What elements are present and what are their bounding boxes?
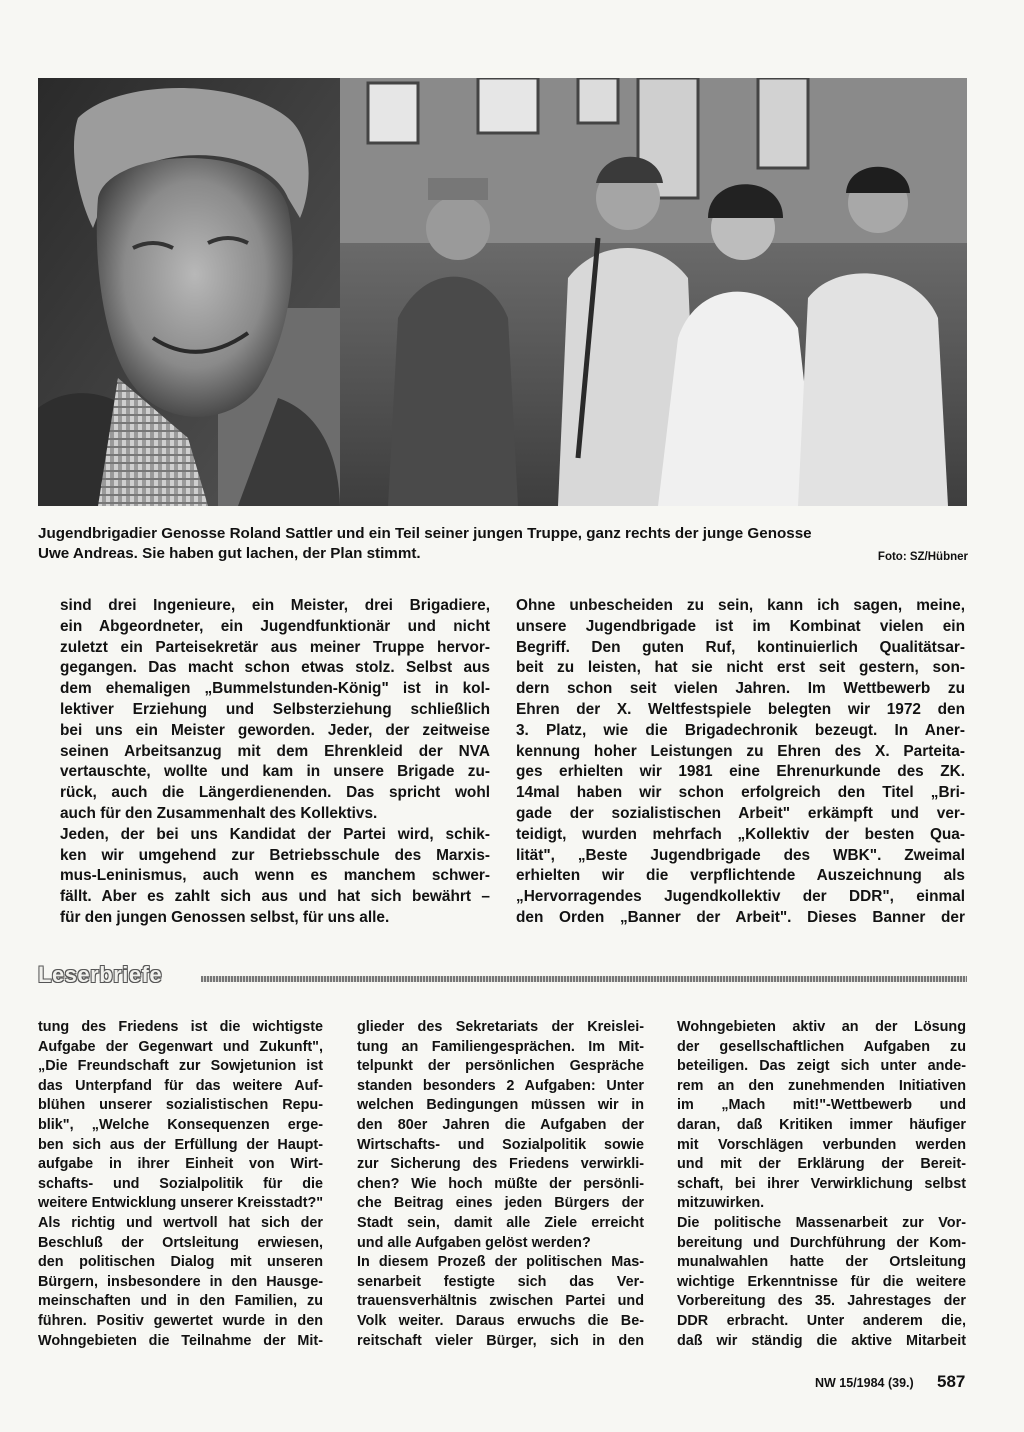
text-line: unsere Jugendbrigade ist im Kombinat vielen ein	[516, 617, 965, 635]
text-line: das Unterpfand für das weitere Auf-	[38, 1077, 323, 1094]
text-line: erhielten wir die verpflichtende Auszeichnung als	[516, 867, 965, 885]
text-line: tung an Familiengesprächen. Im Mit-	[357, 1038, 644, 1055]
text-line: ein Abgeordneter, ein Jugendfunktionär und nicht	[60, 617, 490, 635]
article-left-column	[60, 596, 490, 929]
text-line: Vorbereitung des 35. Jahrestages der	[677, 1293, 966, 1310]
text-line: Die politische Massenarbeit zur Vor-	[677, 1214, 966, 1231]
left-portrait	[38, 78, 340, 506]
letters-column-3	[677, 1018, 966, 1351]
text-line: telpunkt der persönlichen Gespräche	[357, 1058, 644, 1075]
text-line: tung des Friedens ist die wichtigste	[38, 1019, 323, 1035]
text-line: In diesem Prozeß der politischen Mas-	[357, 1254, 644, 1271]
text-line: lektiver Erziehung und Selbsterziehung schließlich	[60, 700, 490, 718]
article-right-column	[516, 596, 965, 929]
text-line: gegangen. Das macht schon etwas stolz. Selbst aus	[60, 659, 490, 677]
text-line: führen. Positiv gewertet wurde in den	[38, 1312, 323, 1329]
right-group-photo	[340, 78, 967, 506]
text-line: Aufgabe der Gegenwart und Zukunft",	[38, 1038, 323, 1055]
text-line: ben sich aus der Erfüllung der Haupt-	[38, 1136, 323, 1153]
text-line: beteiligen. Das zeigt sich unter ande-	[677, 1058, 966, 1075]
text-line: Wohngebieten die Teilnahme der Mit-	[38, 1332, 323, 1349]
text-line: Begriff. Den guten Ruf, kontinuierlich Qualitätsar-	[516, 638, 965, 656]
text-line: standen besonders 2 Aufgaben: Unter	[357, 1077, 644, 1094]
text-line: schaft, bei ihrer Verwirklichung selbst	[677, 1175, 966, 1192]
text-line: zur Sicherung des Friedens verwirkli-	[357, 1156, 644, 1173]
text-line: ges erhielten wir 1981 eine Ehrenurkunde des ZK.	[516, 763, 965, 781]
text-line: rem an den zunehmenden Initiativen	[677, 1077, 966, 1094]
text-line: Ohne unbescheiden zu sein, kann ich sagen, meine,	[516, 597, 965, 614]
text-line: bei uns ein Meister geworden. Jeder, der zeitweise	[60, 721, 490, 739]
text-line: im „Mach mit!"-Wettbewerb und	[677, 1097, 966, 1114]
text-line: Wirtschafts- und Sozialpolitik sowie	[357, 1136, 644, 1153]
text-line: den politischen Dialog mit unseren	[38, 1254, 323, 1271]
text-line: sind drei Ingenieure, ein Meister, drei Brigadiere,	[60, 597, 490, 614]
caption-line-1: Jugendbrigadier Genosse Roland Sattler und ein Teil seiner jungen Truppe, ganz rechts der junge Genosse	[38, 525, 812, 542]
text-line: weitere Entwicklung unserer Kreisstadt?"	[38, 1195, 323, 1212]
text-line: Wohngebieten aktiv an der Lösung	[677, 1019, 966, 1035]
text-line: ken wir umgehend zur Betriebsschule des Marxis-	[60, 846, 490, 864]
text-line: Bürgern, insbesondere in den Hausge-	[38, 1273, 323, 1290]
text-line: beit zu leisten, hat sie nicht erst seit gestern, son-	[516, 659, 965, 677]
text-line: dern schon seit vielen Jahren. Im Wettbewerb zu	[516, 680, 965, 698]
text-line: „Die Freundschaft zur Sowjetunion ist	[38, 1058, 323, 1075]
text-line: welchen Bedingungen müssen wir in	[357, 1097, 644, 1114]
text-line: gade der sozialistischen Arbeit" erkämpft und ver-	[516, 804, 965, 822]
text-line: Jeden, der bei uns Kandidat der Partei wird, schik-	[60, 825, 490, 843]
text-line: Beschluß der Ortsleitung erwiesen,	[38, 1234, 323, 1251]
text-line: vertauschte, wollte und kam in unsere Brigade zu-	[60, 763, 490, 781]
text-line: glieder des Sekretariats der Kreislei-	[357, 1019, 644, 1035]
text-line: blühen unserer sozialistischen Repu-	[38, 1097, 323, 1114]
text-line: 14mal haben wir schon erfolgreich den Titel „Bri-	[516, 784, 965, 802]
text-line: che Beitrag eines jeden Bürgers der	[357, 1195, 644, 1212]
text-line: bereitung und Durchführung der Kom-	[677, 1234, 966, 1251]
text-line: chen? Wie hoch müßte der persönli-	[357, 1175, 644, 1192]
text-line: daran, daß Kritiken immer häufiger	[677, 1116, 966, 1133]
text-line: aufgabe in ihrer Einheit von Wirt-	[38, 1156, 323, 1173]
photo-credit: Foto: SZ/Hübner	[877, 551, 968, 563]
photo-caption	[38, 524, 968, 564]
photo-image	[38, 78, 967, 506]
section-header	[38, 962, 968, 992]
letters-column-1	[38, 1018, 323, 1351]
text-line: der gesellschaftlichen Aufgaben zu	[677, 1038, 966, 1055]
article-photo	[38, 78, 967, 506]
page-number: 587	[937, 1372, 966, 1391]
text-line: seinen Arbeitsanzug mit dem Ehrenkleid der NVA	[60, 742, 490, 760]
text-line: und alle Aufgaben gelöst werden?	[357, 1234, 591, 1251]
text-line: Ehren der X. Weltfestspiele belegten wir 1972 den	[516, 700, 965, 718]
text-line: DDR erbracht. Unter anderem die,	[677, 1312, 966, 1329]
text-line: mus-Leninismus, auch wenn es manchem schwer-	[60, 867, 490, 885]
text-line: blik", „Welche Konsequenzen erge-	[38, 1116, 323, 1133]
text-line: Stadt sein, damit alle Ziele erreicht	[357, 1214, 644, 1231]
section-title: Leserbriefe	[38, 962, 163, 987]
text-line: munalwahlen hatte der Ortsleitung	[677, 1254, 966, 1271]
section-divider	[201, 976, 967, 982]
text-line: Volk weiter. Daraus erwuchs die Be-	[357, 1312, 644, 1329]
text-line: 3. Platz, wie die Brigadechronik bezeugt. In Aner-	[516, 721, 965, 739]
text-line: fällt. Aber es zahlt sich aus und hat sich bewährt –	[60, 888, 490, 906]
text-line: Als richtig und wertvoll hat sich der	[38, 1214, 323, 1231]
text-line: zuletzt ein Parteisekretär aus meiner Truppe hervor-	[60, 638, 490, 656]
text-line: teidigt, wurden mehrfach „Kollektiv der besten Qua-	[516, 825, 965, 843]
caption-line-2: Uwe Andreas. Sie haben gut lachen, der Plan stimmt.	[38, 545, 421, 562]
text-line: auch für den Zusammenhalt des Kollektivs.	[60, 804, 378, 822]
issue-reference: NW 15/1984 (39.)	[815, 1376, 914, 1390]
text-line: lität", „Beste Jugendbrigade des WBK". Zweimal	[516, 846, 965, 864]
text-line: für den jungen Genossen selbst, für uns alle.	[60, 908, 390, 926]
text-line: schafts- und Sozialpolitik für die	[38, 1175, 323, 1192]
text-line: rück, auch die Längerdienenden. Das spricht wohl	[60, 784, 490, 802]
text-line: daß wir ständig die aktive Mitarbeit	[677, 1332, 966, 1349]
text-line: und mit der Erklärung der Bereit-	[677, 1156, 966, 1173]
text-line: mitzuwirken.	[677, 1195, 765, 1212]
text-line: meinschaften und in den Familien, zu	[38, 1293, 323, 1310]
text-line: dem ehemaligen „Bummelstunden-König" ist in kol-	[60, 680, 490, 698]
text-line: „Hervorragendes Jugendkollektiv der DDR", einmal	[516, 888, 965, 906]
text-line: kennung hoher Leistungen zu Ehren des X. Parteita-	[516, 742, 965, 760]
text-line: mit Vorschlägen verbunden werden	[677, 1136, 966, 1153]
text-line: wichtige Erkenntnisse für die weitere	[677, 1273, 966, 1290]
text-line: trauensverhältnis zwischen Partei und	[357, 1293, 644, 1310]
text-line: den Orden „Banner der Arbeit". Dieses Banner der	[516, 908, 965, 926]
text-line: reitschaft vieler Bürger, sich in den	[357, 1332, 644, 1349]
text-line: den 80er Jahren die Aufgaben der	[357, 1116, 644, 1133]
text-line: senarbeit festigte sich das Ver-	[357, 1273, 644, 1290]
letters-column-2	[357, 1018, 644, 1351]
